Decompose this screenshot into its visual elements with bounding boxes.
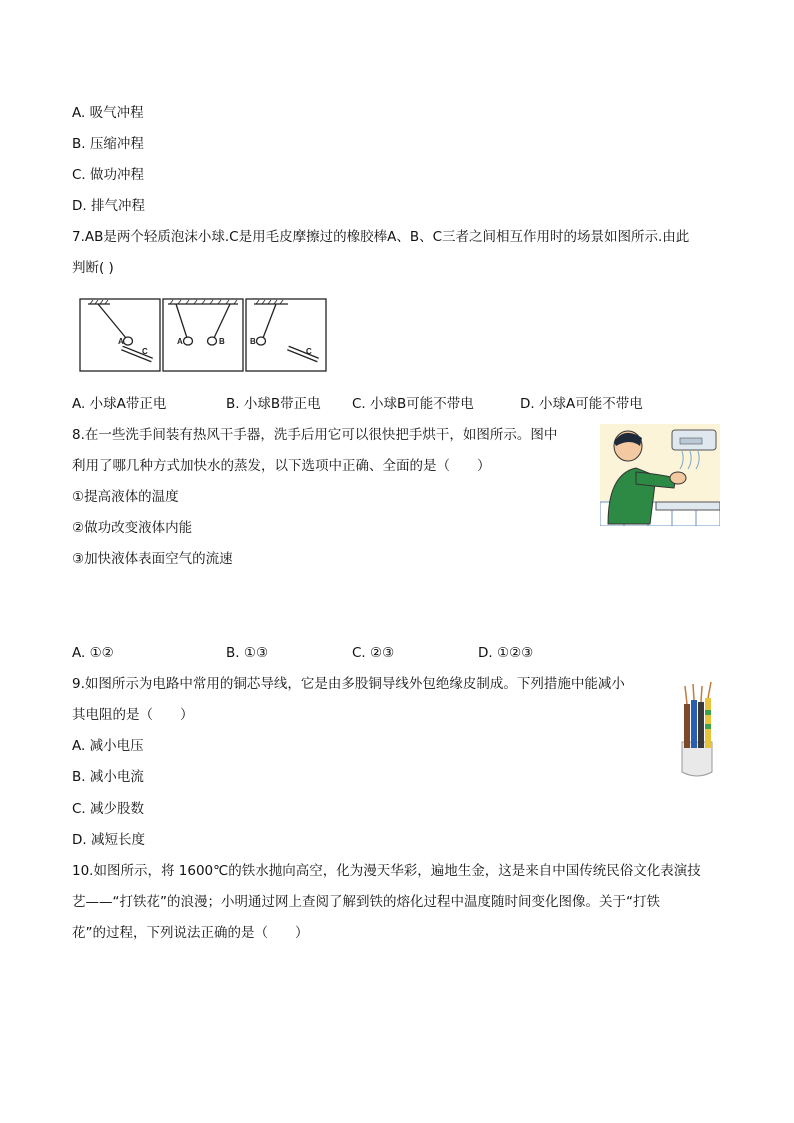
q6-option-b: B. 压缩冲程	[72, 136, 144, 152]
q10-stem-line3: 花”的过程，下列说法正确的是（ ）	[72, 925, 309, 941]
q10-stem-line1: 10.如图所示，将 1600℃的铁水抛向高空，化为漫天华彩，遍地生金，这是来自中国传统民俗文化表演技	[72, 863, 701, 879]
q8-option-a: A. ①②	[72, 645, 114, 661]
q7-stem-line1: 7.AB是两个轻质泡沫小球.C是用毛皮摩擦过的橡胶棒A、B、C三者之间相互作用时的场景如图所示.由此	[72, 229, 690, 245]
q9-stem-line2: 其电阻的是（ ）	[72, 707, 194, 723]
q9-option-b: B. 减小电流	[72, 769, 144, 785]
q8-statement-3: ③加快液体表面空气的流速	[72, 551, 233, 567]
q7-option-b: B. 小球B带正电	[226, 396, 321, 412]
q7-pendulum-figure	[78, 296, 330, 374]
q9-option-a: A. 减小电压	[72, 738, 144, 754]
q7-label-c1: C	[142, 347, 148, 356]
q8-stem-line1: 8.在一些洗手间装有热风干手器，洗手后用它可以很快把手烘干，如图所示。图中	[72, 427, 558, 443]
q9-option-d: D. 减短长度	[72, 832, 145, 848]
q8-option-d: D. ①②③	[478, 645, 534, 661]
hand-dryer-illustration	[600, 424, 720, 526]
q8-stem-line2: 利用了哪几种方式加快水的蒸发，以下选项中正确、全面的是（ ）	[72, 458, 491, 474]
q6-option-a: A. 吸气冲程	[72, 105, 144, 121]
q7-label-a2: A	[177, 337, 183, 346]
q9-stem-line1: 9.如图所示为电路中常用的铜芯导线，它是由多股铜导线外包绝缘皮制成。下列措施中能减小	[72, 676, 625, 692]
q7-option-d: D. 小球A可能不带电	[520, 396, 643, 412]
q7-label-a1: A	[118, 337, 124, 346]
q7-label-b3: B	[250, 337, 256, 346]
q7-option-c: C. 小球B可能不带电	[352, 396, 474, 412]
q6-option-d: D. 排气冲程	[72, 198, 145, 214]
q7-label-b2: B	[219, 337, 225, 346]
q10-stem-line2: 艺——“打铁花”的浪漫；小明通过网上查阅了解到铁的熔化过程中温度随时间变化图像。关于“打铁	[72, 894, 660, 910]
q7-stem-line2: 判断( )	[72, 260, 114, 276]
q7-label-c3: C	[306, 347, 312, 356]
q8-option-c: C. ②③	[352, 645, 395, 661]
q9-option-c: C. 减少股数	[72, 801, 145, 817]
q8-statement-1: ①提高液体的温度	[72, 489, 179, 505]
copper-wire-illustration	[664, 680, 724, 780]
q8-statement-2: ②做功改变液体内能	[72, 520, 193, 536]
q6-option-c: C. 做功冲程	[72, 167, 145, 183]
q8-option-b: B. ①③	[226, 645, 269, 661]
q7-option-a: A. 小球A带正电	[72, 396, 167, 412]
